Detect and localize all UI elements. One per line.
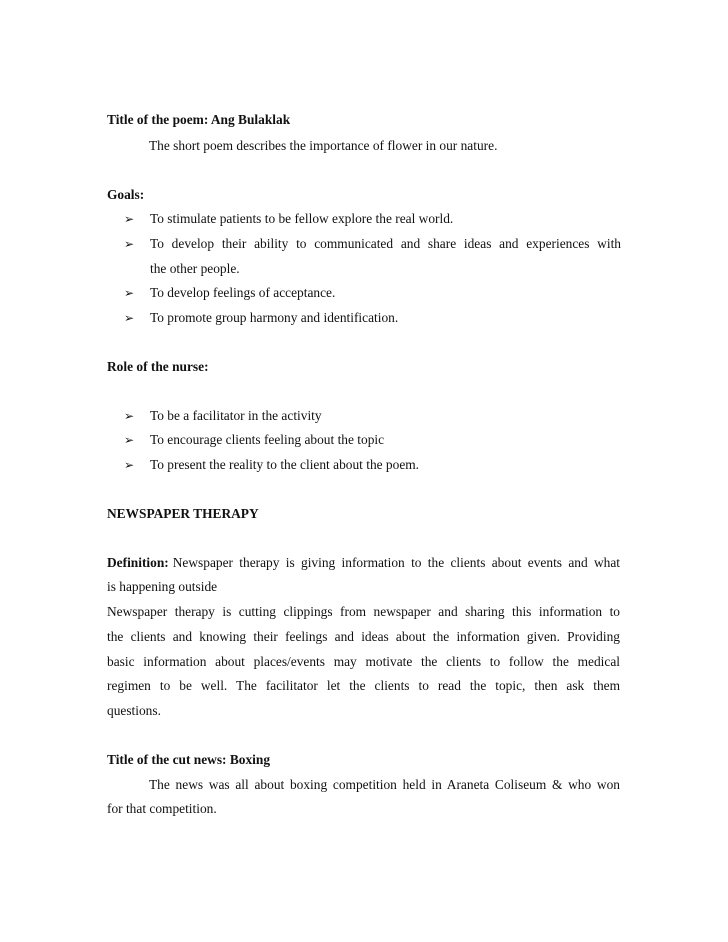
list-item: ➢ To present the reality to the client about the poem. [124, 457, 420, 472]
arrow-bullet-icon: ➢ [124, 433, 135, 447]
paragraph-line: basic information about places/events may motivate the clients to follow the medical [107, 654, 620, 669]
list-item: ➢ To be a facilitator in the activity [124, 408, 322, 423]
list-item: ➢ To promote group harmony and identification. [124, 310, 399, 325]
arrow-bullet-icon: ➢ [124, 212, 135, 226]
paragraph-line: Newspaper therapy is cutting clippings from newspaper and sharing this information to [107, 604, 620, 619]
paragraph-line: the clients and knowing their feelings and ideas about the information given. Providing [107, 629, 620, 644]
newspaper-heading: NEWSPAPER THERAPY [107, 506, 259, 521]
arrow-bullet-icon: ➢ [124, 409, 135, 423]
list-item: ➢ To stimulate patients to be fellow explore the real world. [124, 211, 454, 226]
list-item: ➢ To develop their ability to communicated and share ideas and experiences with [124, 236, 621, 251]
cut-news-line: for that competition. [107, 801, 217, 816]
list-item: ➢ To develop feelings of acceptance. [124, 285, 336, 300]
list-item-continuation: the other people. [150, 261, 240, 276]
definition-text: Newspaper therapy is giving information to the clients about events and what [172, 555, 620, 570]
arrow-bullet-icon: ➢ [124, 311, 135, 325]
poem-title: Title of the poem: Ang Bulaklak [107, 112, 291, 127]
arrow-bullet-icon: ➢ [124, 237, 135, 251]
list-item: ➢ To encourage clients feeling about the topic [124, 432, 385, 447]
cut-news-line: The news was all about boxing competition held in Araneta Coliseum & who won [149, 777, 620, 792]
poem-description: The short poem describes the importance of flower in our nature. [149, 138, 498, 153]
paragraph-line: is happening outside [107, 579, 218, 594]
definition-label: Definition: [107, 555, 169, 570]
definition-line [107, 555, 620, 571]
arrow-bullet-icon: ➢ [124, 286, 135, 300]
goals-heading: Goals: [107, 187, 145, 202]
cut-news-title: Title of the cut news: Boxing [107, 752, 271, 767]
paragraph-line: regimen to be well. The facilitator let the clients to read the topic, then ask them [107, 678, 620, 693]
arrow-bullet-icon: ➢ [124, 458, 135, 472]
nurse-role-heading: Role of the nurse: [107, 359, 209, 374]
paragraph-line: questions. [107, 703, 161, 718]
